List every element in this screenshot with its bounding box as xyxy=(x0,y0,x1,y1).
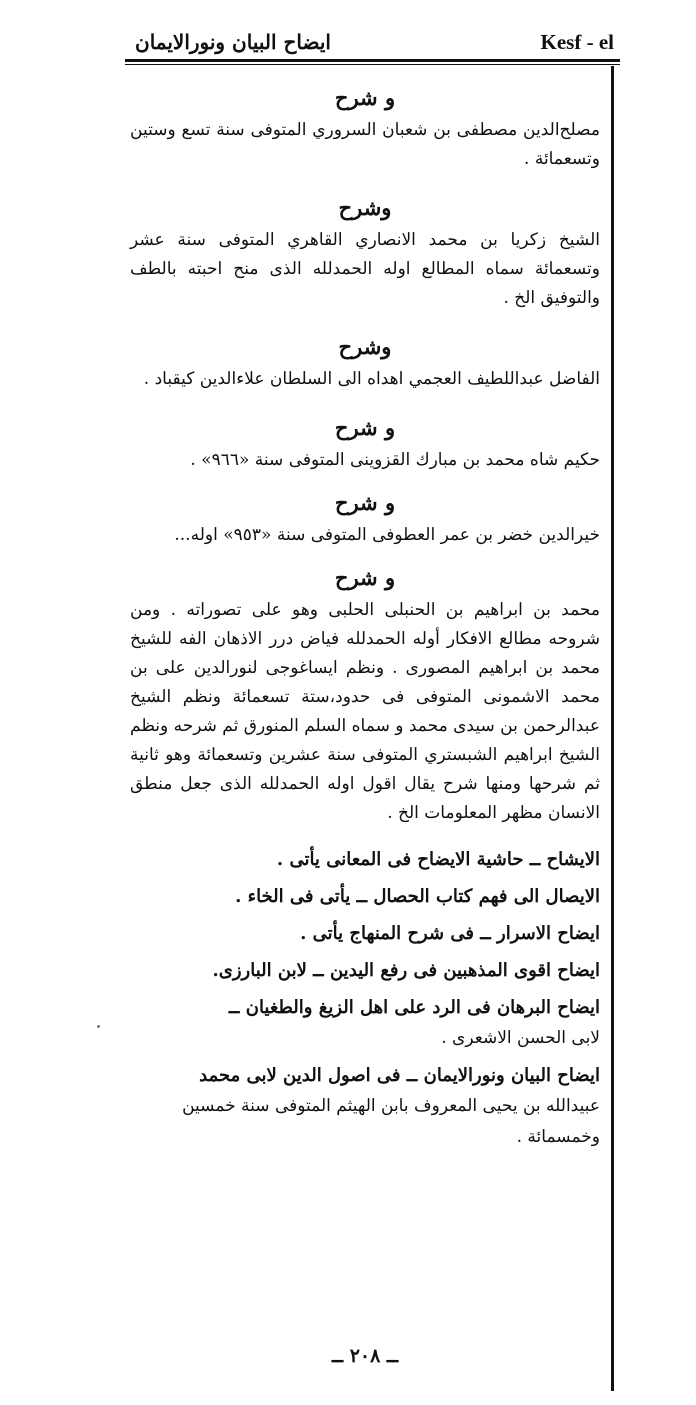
page-body xyxy=(130,80,600,1153)
header-rule-thick xyxy=(125,59,620,62)
section-text: الشيخ زكريا بن محمد الانصاري القاهري المتوفى سنة عشر وتسعمائة سماه المطالع اوله الحمدلله الذى منح احبته بالطف والتوفيق الخ . xyxy=(130,230,600,308)
entry-title: ايضاح اقوى المذهبين فى رفع اليدين xyxy=(329,960,600,981)
section-text: محمد بن ابراهيم بن الحنبلى الحلبى وهو على تصوراته . ومن شروحه مطالع الافكار أوله الحمدلله فياض درر الاذهان الفه للشيخ محمد بن ابراهيم المصورى . ونظم ايساغوجى لنورالدين على بن محمد الاشمونى المتوفى فى حدود،ستة تسعمائة ونظم الشيخ عبدالرحمن بن سيدى محمد و سماه السلم المنورق ثم شرحه ونظم الشيخ ابراهيم الشبستري المتوفى سنة عشرين وتسعمائة وهو ثانية ثم شرحها ومنها شرح يقال اقول اوله الحمدلله الذى جعل منطق الانسان مظهر المعلومات الخ . xyxy=(130,600,600,823)
entry-title: ايضاح البرهان فى الرد على اهل الزيغ والطغيان ــ xyxy=(228,997,600,1018)
section-heading: وشرح xyxy=(338,334,392,359)
entry-note: ــ حاشية الايضاح فى المعانى يأتى . xyxy=(276,849,541,870)
section-text: مصلح‌الدين مصطفى بن شعبان السروري المتوفى سنة تسع وستين وتسعمائة . xyxy=(130,120,600,169)
entry-note: ــ فى شرح المنهاج يأتى . xyxy=(300,923,491,944)
section-heading: وشرح xyxy=(338,195,392,220)
ink-speck xyxy=(97,1025,100,1028)
section-heading: و شرح xyxy=(334,490,396,515)
entry-continuation: لابى الحسن الاشعرى . xyxy=(441,1028,600,1048)
entry-continuation: عبيدالله بن يحيى المعروف بابن الهيثم المتوفى سنة خمسين وخمسمائة . xyxy=(182,1096,600,1147)
entry-note: ــ لابن البارزى. xyxy=(212,960,324,981)
entry-title: ايضاح البيان ونورالايمان xyxy=(423,1065,600,1086)
section-heading: و شرح xyxy=(334,565,396,590)
commentary-section xyxy=(130,80,600,174)
section-text: الفاضل عبداللطيف العجمي اهداه الى السلطان علاءالدين كيقباد . xyxy=(143,369,600,389)
header-rule-thin xyxy=(125,64,620,65)
commentary-section xyxy=(130,190,600,313)
page-number: ــ ٢٠٨ ــ xyxy=(331,1345,399,1367)
commentary-section xyxy=(130,410,600,475)
commentary-section xyxy=(130,560,600,828)
commentary-section xyxy=(130,329,600,394)
page-header xyxy=(125,28,620,58)
running-title-latin: Kesf - el xyxy=(540,30,614,54)
section-heading: و شرح xyxy=(334,415,396,440)
commentary-section xyxy=(130,485,600,550)
margin-rule xyxy=(611,66,614,1391)
dictionary-entry xyxy=(130,881,600,912)
entry-title: الايشاح xyxy=(546,849,600,870)
section-text: خيرالدين خضر بن عمر العطوفى المتوفى سنة «٩٥٣» اوله... xyxy=(174,525,600,545)
dictionary-entry xyxy=(130,955,600,986)
section-heading: و شرح xyxy=(334,85,396,110)
entry-title: ايضاح الاسرار xyxy=(497,923,600,944)
entry-note: ــ يأتى فى الخاء . xyxy=(235,886,368,907)
dictionary-entry xyxy=(130,844,600,875)
dictionary-entry xyxy=(130,1060,600,1153)
dictionary-entry xyxy=(130,992,600,1054)
dictionary-entry xyxy=(130,918,600,949)
section-text: حكيم شاه محمد بن مبارك القزوينى المتوفى سنة «٩٦٦» . xyxy=(190,450,600,470)
entry-note: ــ فى اصول الدين لابى محمد xyxy=(199,1065,418,1086)
running-title-arabic: ايضاح البيان ونورالايمان xyxy=(135,30,331,54)
entry-title: الايصال الى فهم كتاب الحصال xyxy=(373,886,600,907)
